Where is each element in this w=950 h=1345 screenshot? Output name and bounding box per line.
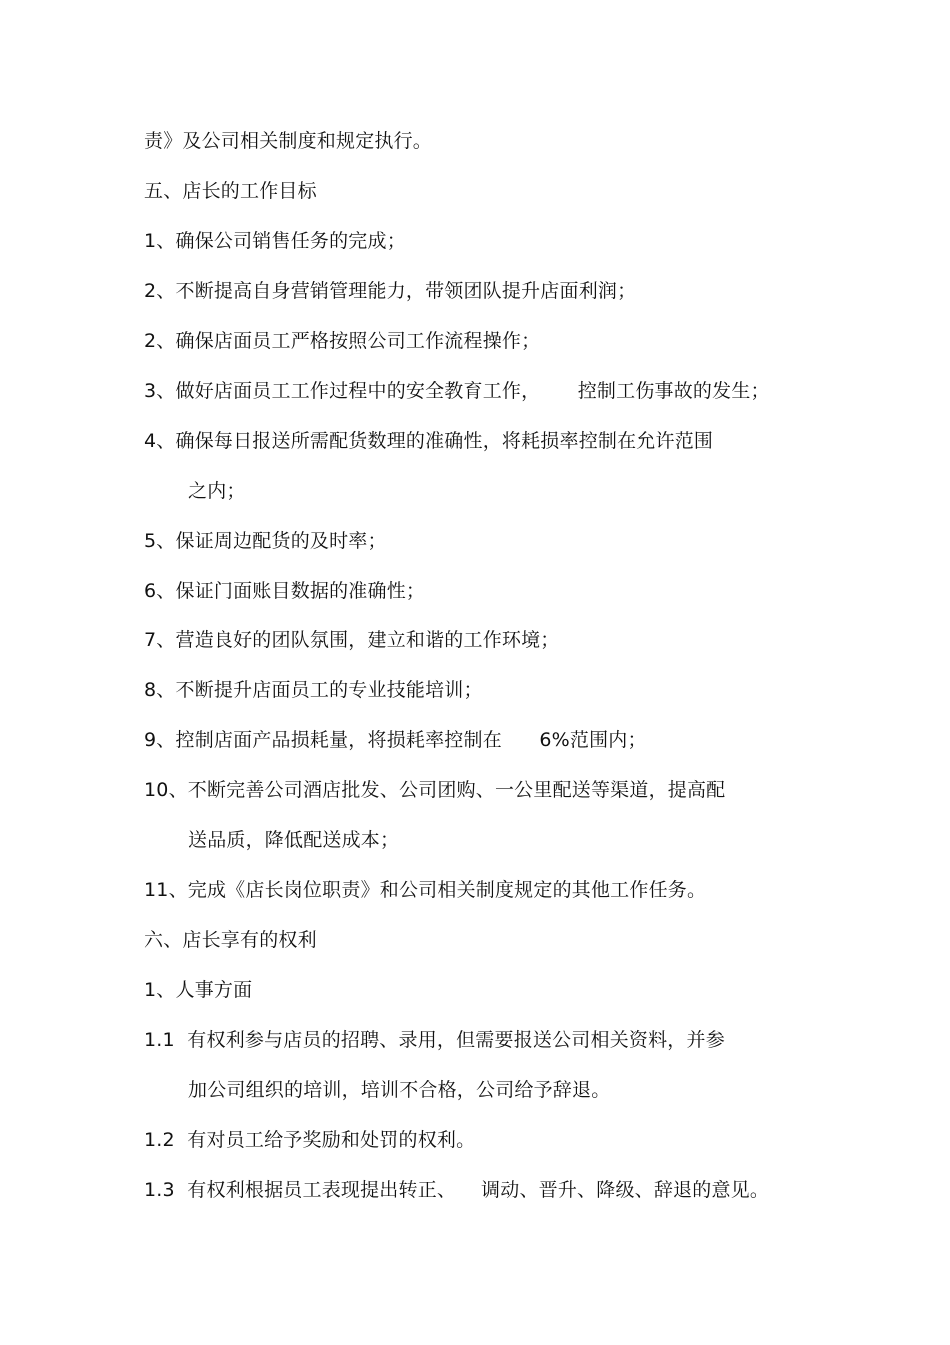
subsection-heading: 1、人事方面 xyxy=(144,979,253,1001)
list-item: 5、保证周边配货的及时率； xyxy=(144,530,387,552)
section-heading: 五、店长的工作目标 xyxy=(144,180,317,202)
list-item: 10、不断完善公司酒店批发、公司团购、一公里配送等渠道，提高配 xyxy=(144,779,726,801)
list-item: 9、控制店面产品损耗量，将损耗率控制在 6%范围内； xyxy=(144,729,647,751)
list-item: 7、营造良好的团队氛围，建立和谐的工作环境； xyxy=(144,629,560,651)
list-item-continuation: 加公司组织的培训，培训不合格，公司给予辞退。 xyxy=(188,1079,611,1101)
list-item: 1、确保公司销售任务的完成； xyxy=(144,230,406,252)
list-item: 2、不断提高自身营销管理能力，带领团队提升店面利润； xyxy=(144,280,637,302)
list-item: 2、确保店面员工严格按照公司工作流程操作； xyxy=(144,330,541,352)
list-item-continuation: 送品质，降低配送成本； xyxy=(188,829,400,851)
list-item: 1.2 有对员工给予奖励和处罚的权利。 xyxy=(144,1129,476,1151)
list-item: 4、确保每日报送所需配货数理的准确性，将耗损率控制在允许范围 xyxy=(144,430,714,452)
list-item: 1.3 有权利根据员工表现提出转正、 调动、晋升、降级、辞退的意见。 xyxy=(144,1179,770,1201)
list-item: 1.1 有权利参与店员的招聘、录用，但需要报送公司相关资料，并参 xyxy=(144,1029,725,1051)
list-item: 6、保证门面账目数据的准确性； xyxy=(144,580,426,602)
list-item-continuation: 之内； xyxy=(188,480,246,502)
text-line: 责》及公司相关制度和规定执行。 xyxy=(144,130,433,152)
list-item: 3、做好店面员工工作过程中的安全教育工作， 控制工伤事故的发生； xyxy=(144,380,770,402)
list-item: 8、不断提升店面员工的专业技能培训； xyxy=(144,679,483,701)
section-heading: 六、店长享有的权利 xyxy=(144,929,317,951)
list-item: 11、完成《店长岗位职责》和公司相关制度规定的其他工作任务。 xyxy=(144,879,707,901)
